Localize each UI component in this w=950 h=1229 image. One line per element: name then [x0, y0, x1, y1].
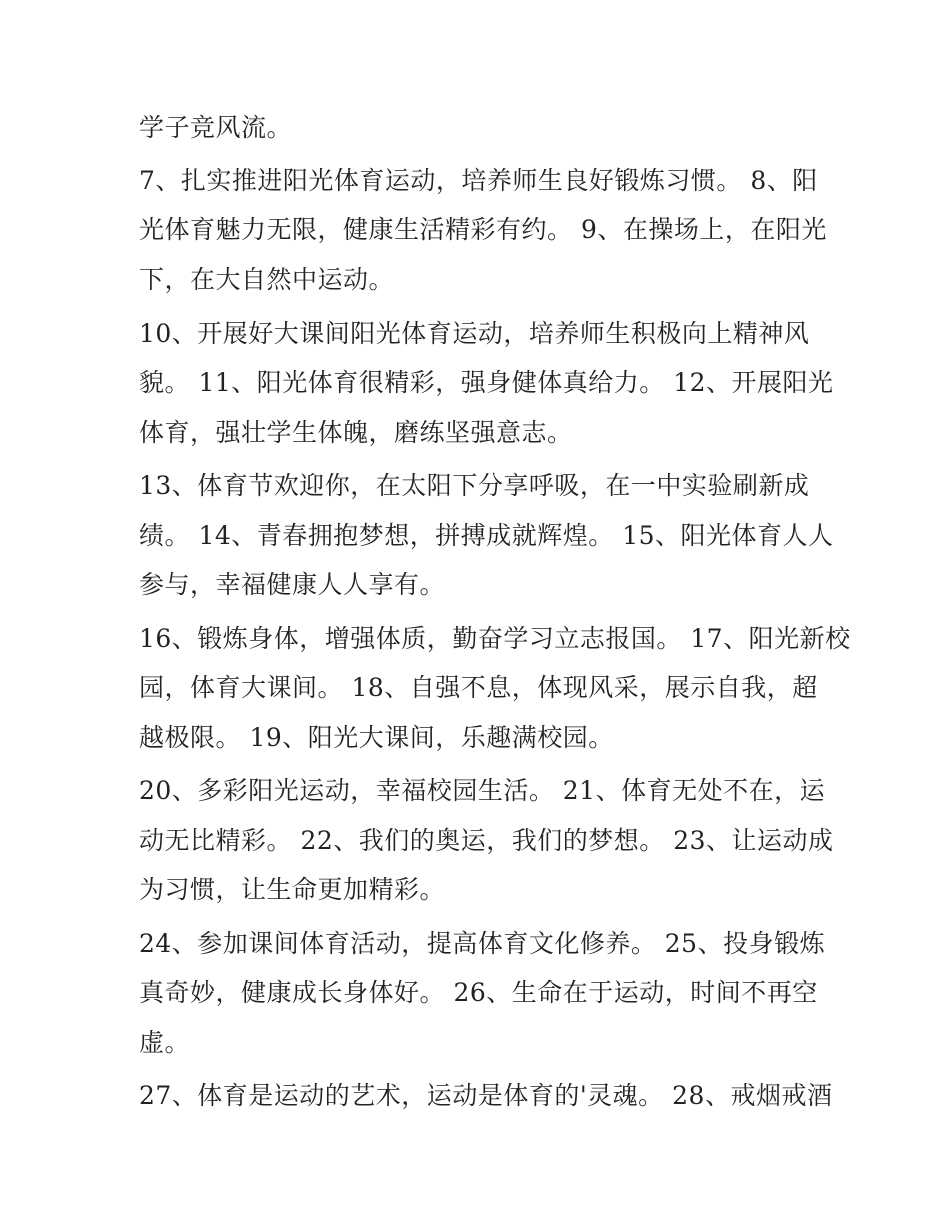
text-line: 20、多彩阳光运动，幸福校园生活。 21、体育无处不在，运 [139, 776, 826, 805]
text-line: 虚。 [139, 1028, 191, 1057]
text-line: 16、锻炼身体，增强体质，勤奋学习立志报国。 17、阳光新校 [139, 624, 851, 653]
text-line: 7、扎实推进阳光体育运动，培养师生良好锻炼习惯。 8、阳 [139, 166, 818, 195]
text-line: 下，在大自然中运动。 [139, 265, 395, 294]
text-line: 24、参加课间体育活动，提高体育文化修养。 25、投身锻炼 [139, 929, 826, 958]
text-line: 27、体育是运动的艺术，运动是体育的'灵魂。 28、戒烟戒酒 [139, 1081, 833, 1110]
text-line: 动无比精彩。 22、我们的奥运，我们的梦想。 23、让运动成 [139, 826, 834, 855]
text-line: 园，体育大课间。 18、自强不息，体现风采，展示自我，超 [139, 673, 818, 702]
text-line: 10、开展好大课间阳光体育运动，培养师生积极向上精神风 [139, 319, 810, 348]
text-line: 绩。 14、青春拥抱梦想，拼搏成就辉煌。 15、阳光体育人人 [139, 521, 834, 550]
text-line: 体育，强壮学生体魄，磨练坚强意志。 [139, 418, 573, 447]
text-line: 参与，幸福健康人人享有。 [139, 570, 446, 599]
text-line: 真奇妙，健康成长身体好。 26、生命在于运动，时间不再空 [139, 978, 818, 1007]
text-line: 光体育魅力无限，健康生活精彩有约。 9、在操场上，在阳光 [139, 215, 827, 244]
text-line: 为习惯，让生命更加精彩。 [139, 875, 446, 904]
text-line: 学子竞风流。 [139, 113, 293, 142]
text-line: 越极限。 19、阳光大课间，乐趣满校园。 [139, 723, 614, 752]
text-line: 貌。 11、阳光体育很精彩，强身健体真给力。 12、开展阳光 [139, 368, 834, 397]
text-line: 13、体育节欢迎你，在太阳下分享呼吸，在一中实验刷新成 [139, 471, 810, 500]
